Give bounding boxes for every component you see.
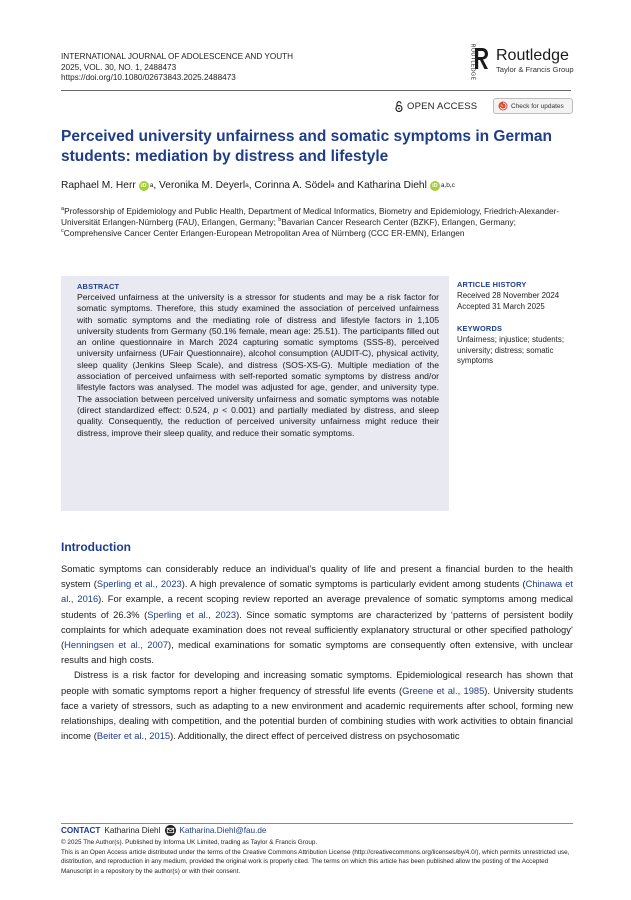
- received-date: Received 28 November 2024: [457, 291, 560, 300]
- author-name[interactable]: Raphael M. Herr: [61, 180, 136, 191]
- text-run: ). University students face a variety of stressors, such as adapting to a new environment and academic requirements after school, forming new relationships, dealing with competition, and the potential burden of combining studies with work activities to obtain financial income (: [61, 685, 573, 742]
- author-separator: ,: [248, 180, 255, 191]
- abstract-heading: ABSTRACT: [77, 282, 120, 291]
- author-name[interactable]: Veronika M. Deyerl: [159, 180, 246, 191]
- license-block: [61, 838, 577, 876]
- header-divider: [61, 90, 571, 91]
- journal-volume: 2025, VOL. 30, NO. 1, 2488473: [61, 62, 177, 72]
- article-history-heading: ARTICLE HISTORY: [457, 280, 527, 289]
- check-updates-label: Check for updates: [511, 102, 564, 110]
- open-access-label: OPEN ACCESS: [407, 101, 478, 112]
- abstract-text-part: Perceived unfairness at the university is a stressor for students and may be a risk factor for somatic symptoms. Therefore, this study examined the association of perceived unfairness with somatic symptoms and the mediating role of distress and lifestyle factors in 1,105 university students from Germany (50.1% female, mean age: 25.51). The participants filled out an online questionnaire in March 2024 capturing somatic symptoms (SSS-8), perceived university unfairness (UFair Questionnaire), alcohol consumption (AUDIT-C), physical activity, sleep quality (Jenkins Sleep Scale), and distress (SOS-XS-G). Multiple mediation of the association of perceived unfairness with self-reported somatic symptoms by distress and/or lifestyle factors was analysed. The model was adjusted for age, gender, and university type. The association between perceived university unfairness and somatic symptoms was notable (direct standardized effect: 0.524,: [77, 292, 439, 415]
- author-separator: ,: [153, 180, 160, 191]
- keywords-list: Unfairness; injustice; students; university; distress; somatic symptoms: [457, 335, 565, 365]
- check-updates-button[interactable]: [493, 98, 573, 114]
- text-run: ). Since somatic symptoms are characterized by ‘patterns of persistent bodily complaints for which adequate examination does not reveal sufficiently explanatory structural or other specified pathology’ (: [61, 609, 573, 651]
- abstract-text: [77, 292, 439, 439]
- text-run: ). For example, a recent scoping review reported an average prevalence of somatic symptoms among medical students of 26.3% (: [61, 594, 573, 620]
- keywords-block: [457, 324, 582, 367]
- text-run: Distress is a risk factor for developing and increasing somatic symptoms. Epidemiological research has shown that people with somatic symptoms report a higher frequency of stressful life events (: [61, 670, 573, 696]
- author-name[interactable]: Katharina Diehl: [357, 180, 427, 191]
- accepted-date: Accepted 31 March 2025: [457, 301, 545, 311]
- affiliation-mark: b: [278, 217, 282, 224]
- introduction-body: [61, 562, 573, 744]
- author-separator: and: [334, 180, 358, 191]
- doi-link[interactable]: https://doi.org/10.1080/02673843.2025.2488473: [61, 73, 236, 82]
- abstract-box: [61, 276, 449, 511]
- affiliation-mark: c: [61, 228, 64, 235]
- text-run: Somatic symptoms can considerably reduce an individual’s quality of life and present a financial burden to the health system (: [61, 564, 573, 590]
- citation-link[interactable]: Sperling et al., 2023: [96, 579, 182, 590]
- introduction-heading: Introduction: [61, 540, 131, 554]
- journal-name: INTERNATIONAL JOURNAL OF ADOLESCENCE AND YOUTH: [61, 52, 294, 61]
- author-name[interactable]: Corinna A. Södel: [254, 180, 331, 191]
- publisher-vertical-text: ROUTLEDGE: [469, 43, 476, 81]
- article-title: Perceived university unfairness and somatic symptoms in German students: mediation by distress and lifestyle: [61, 128, 553, 165]
- citation-link[interactable]: Beiter et al., 2015: [96, 731, 171, 742]
- contact-line: [61, 825, 266, 836]
- publisher-logo: [462, 43, 574, 81]
- affiliation-b: Bavarian Cancer Research Center (BZKF), Erlangen, Germany;: [281, 217, 516, 228]
- article-sidebar: [457, 280, 582, 367]
- text-run: ). A high prevalence of somatic symptoms is particularly evident among students (: [181, 579, 526, 590]
- contact-name: Katharina Diehl: [104, 826, 161, 835]
- email-icon: [165, 825, 176, 836]
- license-text: This is an Open Access article distributed under the terms of the Creative Commons Attribution License (http://creativecommons.org/licenses/by/4.0/), which permits unrestricted use, distribution, and reproduction in any medium, provided the original work is properly cited. The terms on which this article has been published allow the posting of the Accepted Manuscript in a repository by the author(s) or with their consent.: [61, 848, 570, 875]
- affiliation-c: Comprehensive Cancer Center Erlangen-European Metropolitan Area of Nürnberg (CCC ER-EMN), Erlangen: [63, 228, 465, 239]
- check-updates-icon: [498, 101, 508, 111]
- affiliation-mark: a: [61, 206, 65, 213]
- copyright-line: © 2025 The Author(s). Published by Informa UK Limited, trading as Taylor & Francis Group.: [61, 839, 318, 846]
- citation-link[interactable]: Chinawa et al., 2016: [61, 579, 573, 605]
- orcid-icon[interactable]: iD: [139, 181, 149, 191]
- author-list: Raphael M. Herr iD a , Veronika M. Deyerl a , Corinna A. Södel a and Katharina Diehl iD a,b,c: [61, 180, 455, 191]
- routledge-r-icon: [474, 47, 489, 70]
- affiliations: [61, 206, 573, 240]
- open-lock-icon: [395, 101, 403, 112]
- citation-link[interactable]: Sperling et al., 2023: [147, 609, 237, 620]
- contact-email-link[interactable]: Katharina.Diehl@fau.de: [179, 826, 267, 835]
- affiliation-a: Professorship of Epidemiology and Public Health, Department of Medical Informatics, Biometry and Epidemiology, Friedrich-Alexander-Universität Erlangen-Nürnberg (FAU), Erlangen, Germany;: [61, 206, 560, 228]
- footer-divider: [61, 823, 573, 824]
- paragraph: [61, 668, 573, 744]
- abstract-p-symbol: p: [213, 404, 219, 415]
- abstract-text-part: < 0.001) and partially mediated by distress, and sleep quality. Consequently, the reduction of perceived university unfairness might reduce their distress, improve their sleep quality, and reduce their somatic symptoms.: [77, 404, 439, 438]
- orcid-icon[interactable]: iD: [430, 181, 440, 191]
- citation-link[interactable]: Henningsen et al., 2007: [64, 640, 169, 651]
- text-run: ), medical examinations for somatic symptoms are consequently often extensive, with unclear results and high costs.: [61, 640, 574, 666]
- publisher-subtitle: Taylor & Francis Group: [496, 65, 574, 74]
- text-run: ). Additionally, the direct effect of perceived distress on psychosomatic: [170, 731, 460, 742]
- paragraph: [61, 562, 573, 668]
- open-access-badge: [395, 101, 477, 112]
- journal-info: [61, 52, 293, 84]
- keywords-heading: KEYWORDS: [457, 324, 503, 333]
- citation-link[interactable]: Greene et al., 1985: [402, 685, 485, 696]
- contact-label: CONTACT: [61, 826, 101, 835]
- publisher-name: Routledge: [496, 47, 569, 64]
